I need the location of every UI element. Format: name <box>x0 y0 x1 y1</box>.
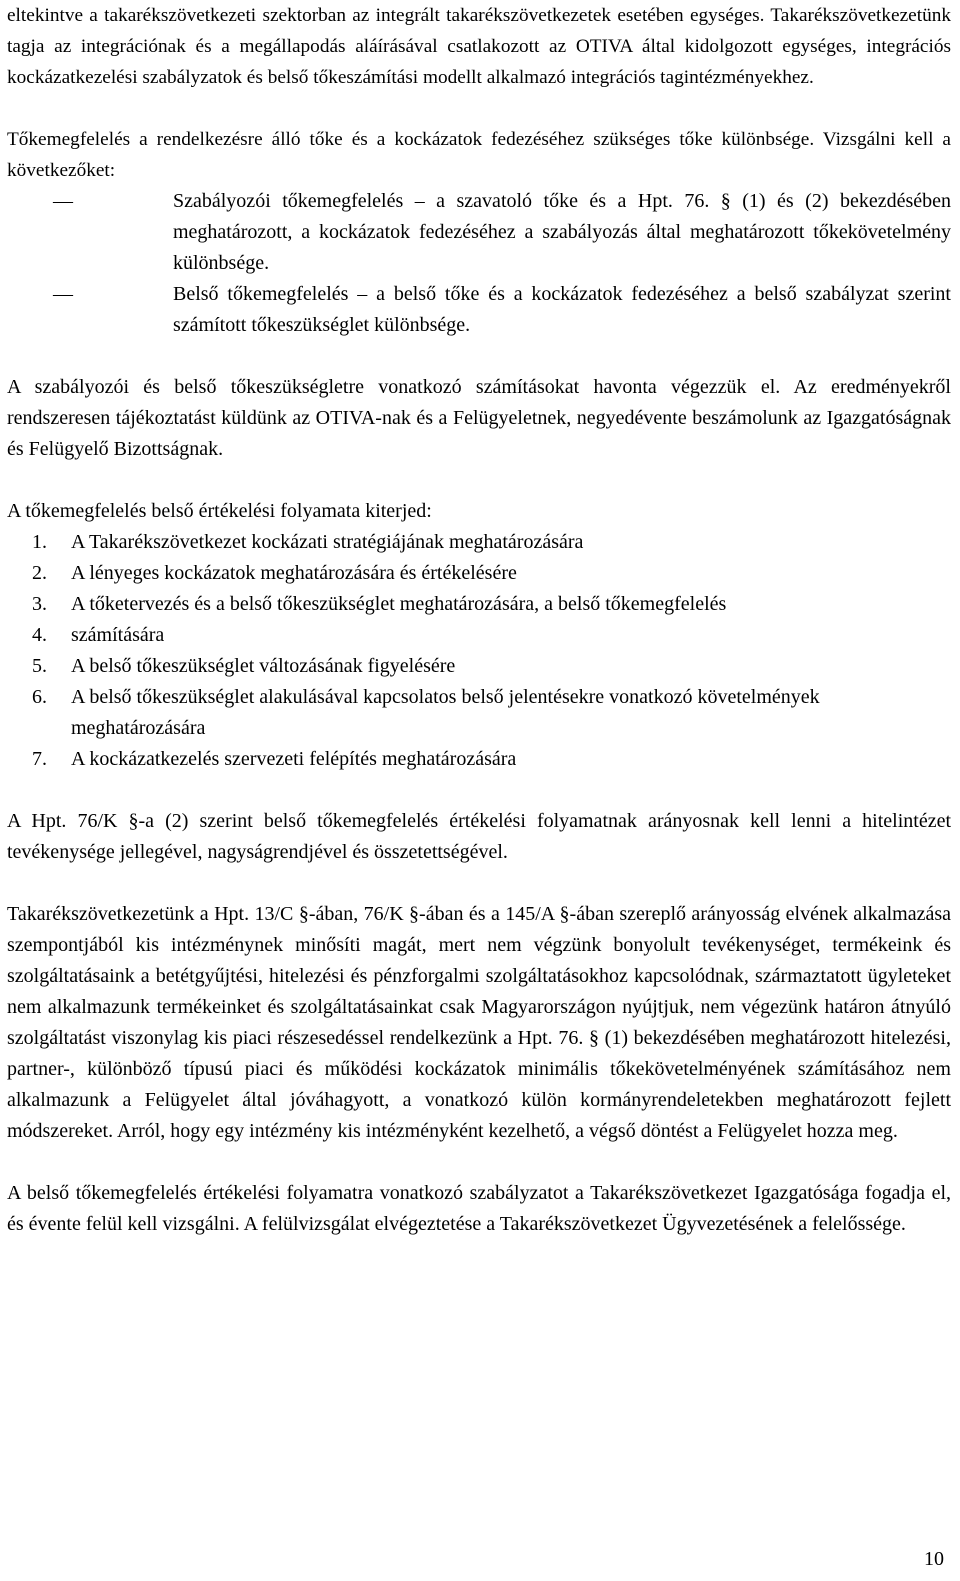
list-number: 7. <box>32 748 47 770</box>
dash-item-text: Belső tőkemegfelelés – a belső tőke és a kockázatok fedezéséhez a belső szabályzat szerint számított tőkeszükséglet különbsége. <box>173 283 951 336</box>
dash-bullet: — <box>53 190 73 212</box>
list-number: 5. <box>32 655 47 677</box>
list-number: 2. <box>32 562 47 584</box>
list-item-text: A kockázatkezelés szervezeti felépítés meghatározására <box>71 748 517 770</box>
paragraph-proportionality: A Hpt. 76/K §-a (2) szerint belső tőkemegfelelés értékelési folyamatnak arányosnak kell lenni a hitelintézet tevékenysége jellegével, nagyságrendjével és összetettségével. <box>7 810 951 863</box>
paragraph-capital-adequacy-definition: Tőkemegfelelés a rendelkezésre álló tőke és a kockázatok fedezéséhez szükséges tőke különbsége. Vizsgálni kell a következőket: <box>7 129 951 181</box>
numbered-list-item <box>7 651 951 682</box>
numbered-list-item <box>7 620 951 651</box>
dash-list-item <box>7 279 951 341</box>
list-number: 4. <box>32 624 47 646</box>
paragraph-integration: eltekintve a takarékszövetkezeti szektorban az integrált takarékszövetkezetek esetében egységes. Takarékszövetkezetünk tagja az integrációnak és a megállapodás aláírásával csatlakozott az OTIVA által kidolgozott egységes, integrációs kockázatkezelési szabályzatok és belső tőkeszámítási modellt alkalmazó integrációs tagintézményekhez. <box>7 5 951 88</box>
numbered-list-item <box>7 682 951 744</box>
list-number: 1. <box>32 531 47 553</box>
list-number: 3. <box>32 593 47 615</box>
list-item-text: A Takarékszövetkezet kockázati stratégiájának meghatározására <box>71 531 584 553</box>
numbered-list-item <box>7 744 951 775</box>
numbered-list-item <box>7 558 951 589</box>
paragraph-small-institution: Takarékszövetkezetünk a Hpt. 13/C §-ában, 76/K §-ában és a 145/A §-ában szereplő arányosság elvének alkalmazása szempontjából kis intézménynek minősíti magát, mert nem végzünk bonyolult tevékenységet, termékeink és szolgáltatásaink a betétgyűjtési, hitelezési és pénzforgalmi szolgáltatásokhoz kapcsolódnak, származtatott ügyleteket nem alkalmazunk termékeinket és szolgáltatásainkat csak Magyarországon nyújtjuk, nem végezünk határon átnyúló szolgáltatást viszonylag kis piaci részesedéssel rendelkezünk a Hpt. 76. § (1) bekezdésében meghatározott hitelezési, partner-, különböző típusú piaci és működési kockázatok minimális tőkekövetelményének számításához nem alkalmazunk a Felügyelet által jóváhagyott, a vonatkozó külön kormányrendeletekben meghatározott fejlett módszereket. Arról, hogy egy intézmény kis intézményként kezelhető, a végső döntést a Felügyelet hozza meg. <box>7 903 951 1142</box>
dash-bullet: — <box>53 283 73 305</box>
list-item-text: A lényeges kockázatok meghatározására és értékelésére <box>71 562 517 584</box>
paragraph-calculations: A szabályozói és belső tőkeszükségletre vonatkozó számításokat havonta végezzük el. Az eredményekről rendszeresen tájékoztatást küldünk az OTIVA-nak és a Felügyeletnek, negyedévente beszámolunk az Igazgatóságnak és Felügyelő Bizottságnak. <box>7 376 951 460</box>
list-number: 6. <box>32 686 47 708</box>
dash-list-item <box>7 186 951 279</box>
numbered-list-item <box>7 589 951 620</box>
list-item-text: A tőketervezés és a belső tőkeszükséglet meghatározására, a belső tőkemegfelelés <box>71 593 727 615</box>
list-item-text: A belső tőkeszükséglet alakulásával kapcsolatos belső jelentésekre vonatkozó követelmények meghatározására <box>71 686 820 739</box>
page-number: 10 <box>924 1548 944 1570</box>
paragraph-regulation-approval: A belső tőkemegfelelés értékelési folyamatra vonatkozó szabályzatot a Takarékszövetkezet Igazgatósága fogadja el, és évente felül kell vizsgálni. A felülvizsgálat elvégeztetése a Takarékszövetkezet Ügyvezetésének a felelőssége. <box>7 1182 951 1235</box>
paragraph-process-intro: A tőkemegfelelés belső értékelési folyamata kiterjed: <box>7 500 432 522</box>
list-item-text: A belső tőkeszükséglet változásának figyelésére <box>71 655 456 677</box>
list-item-text: számítására <box>71 624 165 646</box>
document-page <box>7 0 951 1240</box>
dash-item-text: Szabályozói tőkemegfelelés – a szavatoló tőke és a Hpt. 76. § (1) és (2) bekezdésében meghatározott, a kockázatok fedezéséhez a szabályozás által meghatározott tőkekövetelmény különbsége. <box>173 190 951 274</box>
numbered-list-item <box>7 527 951 558</box>
